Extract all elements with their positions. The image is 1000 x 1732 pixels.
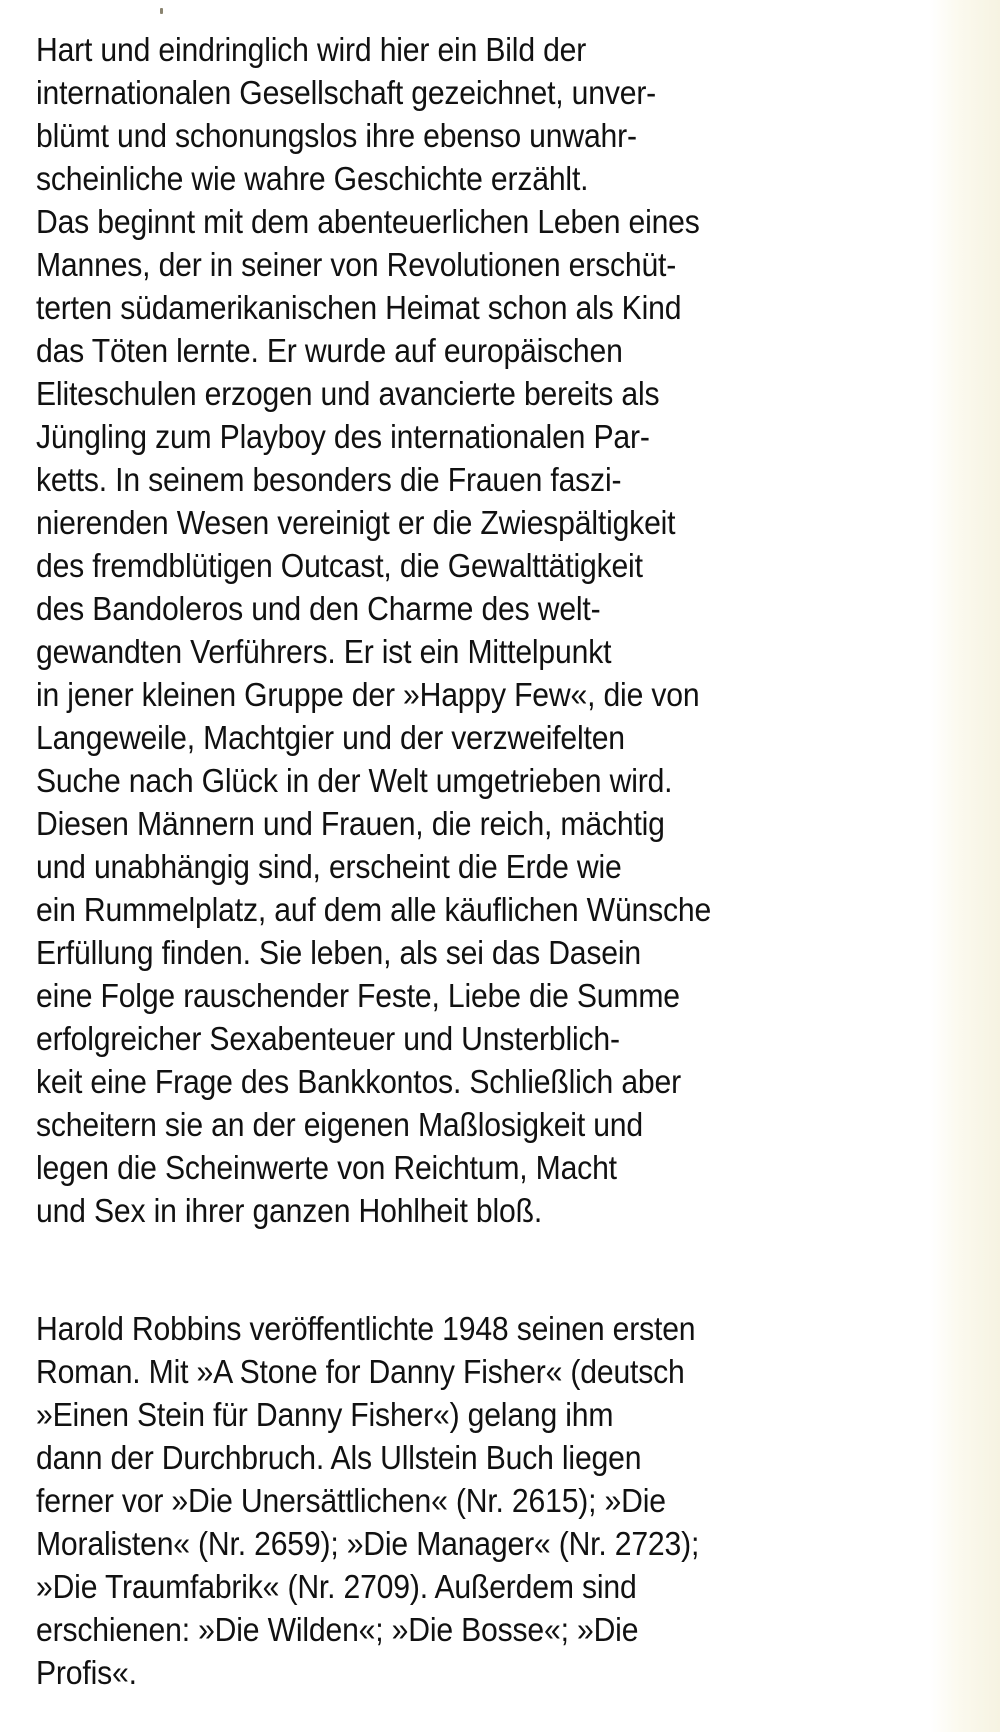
text-line: Eliteschulen erzogen und avancierte bereits als [36, 376, 660, 413]
text-line: blümt und schonungslos ihre ebenso unwahr- [36, 118, 637, 155]
synopsis-paragraph [36, 29, 996, 1233]
paper-speck [160, 8, 163, 14]
text-line: ein Rummelplatz, auf dem alle käuflichen Wünsche [36, 892, 712, 929]
text-line: »Einen Stein für Danny Fisher«) gelang ihm [36, 1397, 614, 1434]
text-line: Profis«. [36, 1655, 137, 1692]
text-line: erschienen: »Die Wilden«; »Die Bosse«; »Die [36, 1612, 639, 1649]
text-line: nierenden Wesen vereinigt er die Zwiespältigkeit [36, 505, 676, 542]
text-line: eine Folge rauschender Feste, Liebe die Summe [36, 978, 680, 1015]
text-line: »Die Traumfabrik« (Nr. 2709). Außerdem sind [36, 1569, 637, 1606]
text-line: ketts. In seinem besonders die Frauen faszi- [36, 462, 622, 499]
text-line: des Bandoleros und den Charme des welt- [36, 591, 601, 628]
author-bio-paragraph [36, 1308, 996, 1695]
text-line: erfolgreicher Sexabenteuer und Unsterblich- [36, 1021, 620, 1058]
text-line: Langeweile, Machtgier und der verzweifelten [36, 720, 625, 757]
text-line: Moralisten« (Nr. 2659); »Die Manager« (Nr. 2723); [36, 1526, 700, 1563]
text-line: gewandten Verführers. Er ist ein Mittelpunkt [36, 634, 612, 671]
text-line: Das beginnt mit dem abenteuerlichen Leben eines [36, 204, 700, 241]
text-line: scheitern sie an der eigenen Maßlosigkeit und [36, 1107, 643, 1144]
text-line: Harold Robbins veröffentlichte 1948 seinen ersten [36, 1311, 696, 1348]
text-line: ferner vor »Die Unersättlichen« (Nr. 2615); »Die [36, 1483, 666, 1520]
text-line: terten südamerikanischen Heimat schon als Kind [36, 290, 682, 327]
text-line: das Töten lernte. Er wurde auf europäischen [36, 333, 623, 370]
text-line: in jener kleinen Gruppe der »Happy Few«, die von [36, 677, 700, 714]
text-line: Roman. Mit »A Stone for Danny Fisher« (deutsch [36, 1354, 685, 1391]
text-line: Diesen Männern und Frauen, die reich, mächtig [36, 806, 665, 843]
text-line: Suche nach Glück in der Welt umgetrieben wird. [36, 763, 673, 800]
text-line: legen die Scheinwerte von Reichtum, Macht [36, 1150, 617, 1187]
text-line: des fremdblütigen Outcast, die Gewalttätigkeit [36, 548, 643, 585]
text-line: Hart und eindringlich wird hier ein Bild der [36, 32, 587, 69]
text-line: dann der Durchbruch. Als Ullstein Buch liegen [36, 1440, 642, 1477]
text-line: Mannes, der in seiner von Revolutionen erschüt- [36, 247, 677, 284]
text-line: Erfüllung finden. Sie leben, als sei das Dasein [36, 935, 641, 972]
text-line: internationalen Gesellschaft gezeichnet, unver- [36, 75, 657, 112]
text-line: und unabhängig sind, erscheint die Erde wie [36, 849, 622, 886]
text-line: und Sex in ihrer ganzen Hohlheit bloß. [36, 1193, 543, 1230]
text-line: keit eine Frage des Bankkontos. Schließlich aber [36, 1064, 681, 1101]
text-line: scheinliche wie wahre Geschichte erzählt. [36, 161, 589, 198]
text-line: Jüngling zum Playboy des internationalen Par- [36, 419, 650, 456]
